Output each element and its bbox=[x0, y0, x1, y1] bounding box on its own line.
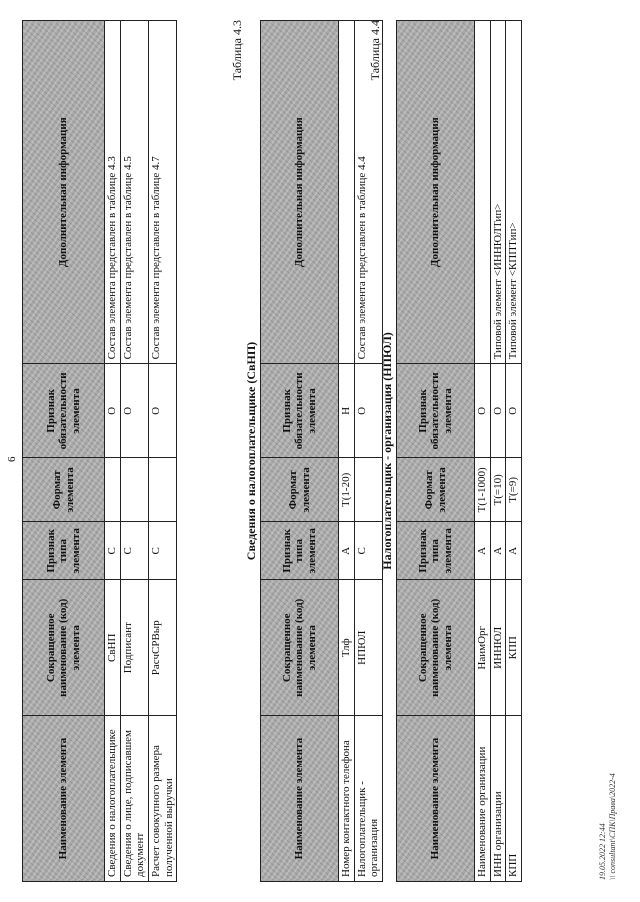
header-cell: Признак обязательности элемента bbox=[261, 364, 339, 458]
table-cell: ИННЮЛ bbox=[490, 580, 506, 716]
header-cell: Наименование элемента bbox=[261, 716, 339, 882]
table-cell: Номер контактного телефона bbox=[339, 716, 355, 882]
table-cell: T(=10) bbox=[490, 458, 506, 522]
table-row bbox=[339, 21, 355, 882]
header-cell: Дополнительная информация bbox=[261, 21, 339, 364]
table-4-3 bbox=[260, 20, 383, 882]
print-footer bbox=[598, 773, 617, 880]
table-cell: О bbox=[120, 364, 148, 458]
table-row bbox=[506, 21, 522, 882]
table-cell bbox=[339, 21, 355, 364]
table-cell: О bbox=[354, 364, 382, 458]
table-header-row bbox=[261, 21, 339, 882]
table-cell: Состав элемента представлен в таблице 4.7 bbox=[148, 21, 176, 364]
table-cell bbox=[148, 458, 176, 522]
header-cell: Сокращенное наименование (код) элемента bbox=[261, 580, 339, 716]
table-cell: Сведения о налогоплательщике bbox=[105, 716, 121, 882]
header-cell: Сокращенное наименование (код) элемента bbox=[397, 580, 475, 716]
table-4-3-title: Сведения о налогоплательщике (СвНП) bbox=[244, 341, 258, 561]
table-cell: О bbox=[490, 364, 506, 458]
table-cell: С bbox=[354, 522, 382, 580]
table-cell: T(=9) bbox=[506, 458, 522, 522]
table-cell: НаимОрг bbox=[475, 580, 491, 716]
table-row bbox=[105, 21, 121, 882]
table-header-row bbox=[397, 21, 475, 882]
table-cell: А bbox=[506, 522, 522, 580]
table-cell: Состав элемента представлен в таблице 4.5 bbox=[120, 21, 148, 364]
table-row bbox=[120, 21, 148, 882]
table-4-2 bbox=[22, 20, 177, 882]
table-cell: Подписант bbox=[120, 580, 148, 716]
table-4-4-title: Налогоплательщик - организация (НПЮЛ) bbox=[380, 332, 394, 570]
header-cell: Признак типа элемента bbox=[261, 522, 339, 580]
table-row bbox=[148, 21, 176, 882]
table-4-4-label: Таблица 4.4 bbox=[368, 20, 382, 81]
table-cell bbox=[354, 458, 382, 522]
table-cell: Налогоплательщик - организация bbox=[354, 716, 382, 882]
header-cell: Наименование элемента bbox=[397, 716, 475, 882]
table-cell: РасчСРВыр bbox=[148, 580, 176, 716]
table-cell: Состав элемента представлен в таблице 4.3 bbox=[105, 21, 121, 364]
page-number: 6 bbox=[6, 456, 18, 462]
header-cell: Сокращенное наименование (код) элемента bbox=[23, 580, 105, 716]
table-cell: ИНН организации bbox=[490, 716, 506, 882]
table-cell: Расчет совокупного размера полученной выручки bbox=[148, 716, 176, 882]
table-cell: С bbox=[148, 522, 176, 580]
table-header-row bbox=[23, 21, 105, 882]
table-row bbox=[490, 21, 506, 882]
table-cell: Н bbox=[339, 364, 355, 458]
table-cell: T(1-20) bbox=[339, 458, 355, 522]
table-cell: Типовой элемент <ИННЮЛТип> bbox=[490, 21, 506, 364]
table-cell: А bbox=[490, 522, 506, 580]
table-cell: Сведения о лице, подписавшем документ bbox=[120, 716, 148, 882]
table-cell: НПЮЛ bbox=[354, 580, 382, 716]
table-cell bbox=[475, 21, 491, 364]
table-cell: О bbox=[475, 364, 491, 458]
footer-path: \\ consultant\СПК\Права\2022-4 bbox=[607, 773, 617, 880]
table-cell: О bbox=[105, 364, 121, 458]
header-cell: Формат элемента bbox=[23, 458, 105, 522]
table-cell: А bbox=[339, 522, 355, 580]
header-cell: Формат элемента bbox=[397, 458, 475, 522]
table-row bbox=[354, 21, 382, 882]
table-cell: СвНП bbox=[105, 580, 121, 716]
table-cell: КПП bbox=[506, 580, 522, 716]
table-cell: С bbox=[120, 522, 148, 580]
header-cell: Наименование элемента bbox=[23, 716, 105, 882]
table-cell: А bbox=[475, 522, 491, 580]
header-cell: Дополнительная информация bbox=[397, 21, 475, 364]
table-cell: О bbox=[148, 364, 176, 458]
footer-timestamp: 19.05.2022 12:44 bbox=[598, 823, 607, 880]
table-4-3-label: Таблица 4.3 bbox=[230, 20, 244, 81]
table-cell: T(1-1000) bbox=[475, 458, 491, 522]
table-cell: Тлф bbox=[339, 580, 355, 716]
header-cell: Признак обязательности элемента bbox=[397, 364, 475, 458]
table-row bbox=[475, 21, 491, 882]
header-cell: Формат элемента bbox=[261, 458, 339, 522]
table-cell: Наименование организации bbox=[475, 716, 491, 882]
table-4-4 bbox=[396, 20, 522, 882]
table-cell: КПП bbox=[506, 716, 522, 882]
table-cell: О bbox=[506, 364, 522, 458]
header-cell: Дополнительная информация bbox=[23, 21, 105, 364]
table-cell: Состав элемента представлен в таблице 4.4 bbox=[354, 21, 382, 364]
table-cell: С bbox=[105, 522, 121, 580]
table-cell bbox=[120, 458, 148, 522]
header-cell: Признак типа элемента bbox=[397, 522, 475, 580]
table-cell bbox=[105, 458, 121, 522]
header-cell: Признак типа элемента bbox=[23, 522, 105, 580]
header-cell: Признак обязательности элемента bbox=[23, 364, 105, 458]
table-cell: Типовой элемент <КППТип> bbox=[506, 21, 522, 364]
